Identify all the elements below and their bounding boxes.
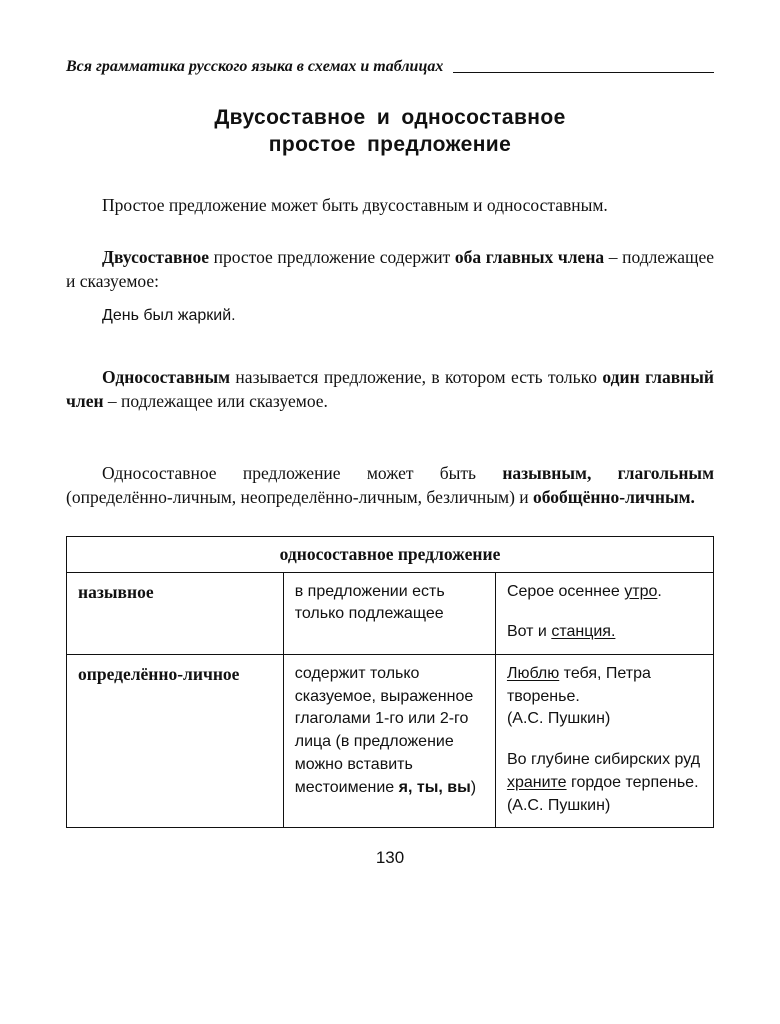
term-obobshchenno-lichnym: обобщённо-личным. (533, 487, 695, 508)
intro-text: Простое предложение может быть двусоставным и односоставным. (102, 194, 608, 215)
cell-definition-opredelenno-lichnoe (283, 655, 495, 828)
cell-definition-nazyvnoe (283, 572, 495, 654)
paragraph-text: – подлежащее или сказуемое. (103, 391, 328, 412)
term-odin-glavnyj-chlen: один главный член (66, 367, 714, 412)
underlined-word: утро (624, 582, 658, 600)
paragraph-one-part-sentence (66, 365, 714, 413)
example-block (507, 663, 702, 731)
table-row (67, 655, 714, 828)
example-text: Вот и (506, 623, 552, 641)
example-text: гордое терпенье. (566, 773, 699, 791)
pronoun-list: я, ты, вы (398, 778, 471, 796)
example-text: . (657, 582, 662, 600)
example-block (507, 621, 702, 644)
cell-term-opredelenno-lichnoe (67, 655, 284, 828)
spacer (66, 441, 714, 461)
table-header: односоставное предложение (67, 536, 714, 572)
term-nazyvnym-glagolnym: назывным, глагольным (502, 463, 714, 484)
example-text: тебя, Петра творенье. (506, 665, 651, 705)
attribution: (А.С. Пушкин) (506, 796, 611, 814)
example-block (507, 581, 702, 604)
example-block (507, 749, 702, 817)
example-text: День был жаркий. (102, 307, 236, 325)
paragraph-text: – подлежащее и сказуемое: (66, 246, 714, 291)
page-title-line2: простое предложение (268, 133, 512, 157)
running-header-rule (453, 72, 714, 73)
example-sentence (102, 307, 714, 325)
table-row (67, 572, 714, 654)
cell-examples-opredelenno-lichnoe (495, 655, 713, 828)
underlined-word: Люблю (506, 665, 560, 683)
definition-text: ) (470, 778, 477, 796)
term-odnosostavnym: Односоставным (102, 367, 231, 388)
running-header-text: Вся грамматика русского языка в схемах и таблицах (66, 58, 444, 75)
example-text: Серое осеннее (506, 582, 625, 600)
cell-term-nazyvnoe (67, 572, 284, 654)
paragraph-text: простое предложение содержит (209, 246, 455, 267)
running-header (66, 58, 714, 76)
page-title-line1: Двусоставное и односоставное (214, 106, 566, 129)
page-number (66, 848, 714, 868)
term-text: определённо-личное (78, 664, 240, 685)
term-dvusostavnoe: Двусоставное (102, 246, 209, 267)
page-title (66, 104, 714, 159)
page-number-text: 130 (375, 848, 405, 868)
paragraph-text: Односоставное предложение может быть (102, 463, 503, 484)
one-part-sentence-table (66, 536, 714, 829)
table-header-row (67, 536, 714, 572)
example-text: Во глубине сибирских руд (506, 751, 701, 769)
term-oba-glavnyh-chlena: оба главных члена (454, 246, 605, 267)
attribution: (А.С. Пушкин) (506, 710, 611, 728)
cell-examples-nazyvnoe (495, 572, 713, 654)
term-text: назывное (78, 581, 154, 602)
paragraph-text: (определённо-личным, неопределённо-личным, безличным) и (66, 487, 534, 508)
paragraph-two-part-sentence (66, 245, 714, 293)
definition-text: содержит только сказуемое, выраженное глаголами 1-го или 2-го лица (в предложение можно вставить местоимение (294, 665, 474, 796)
underlined-word: храните (506, 773, 567, 791)
paragraph-intro (66, 193, 714, 217)
underlined-word: станция. (551, 623, 616, 641)
paragraph-one-part-types (66, 461, 714, 509)
paragraph-text: называется предложение, в котором есть только (230, 367, 603, 388)
definition-text: в предложении есть только подлежащее (294, 582, 445, 623)
